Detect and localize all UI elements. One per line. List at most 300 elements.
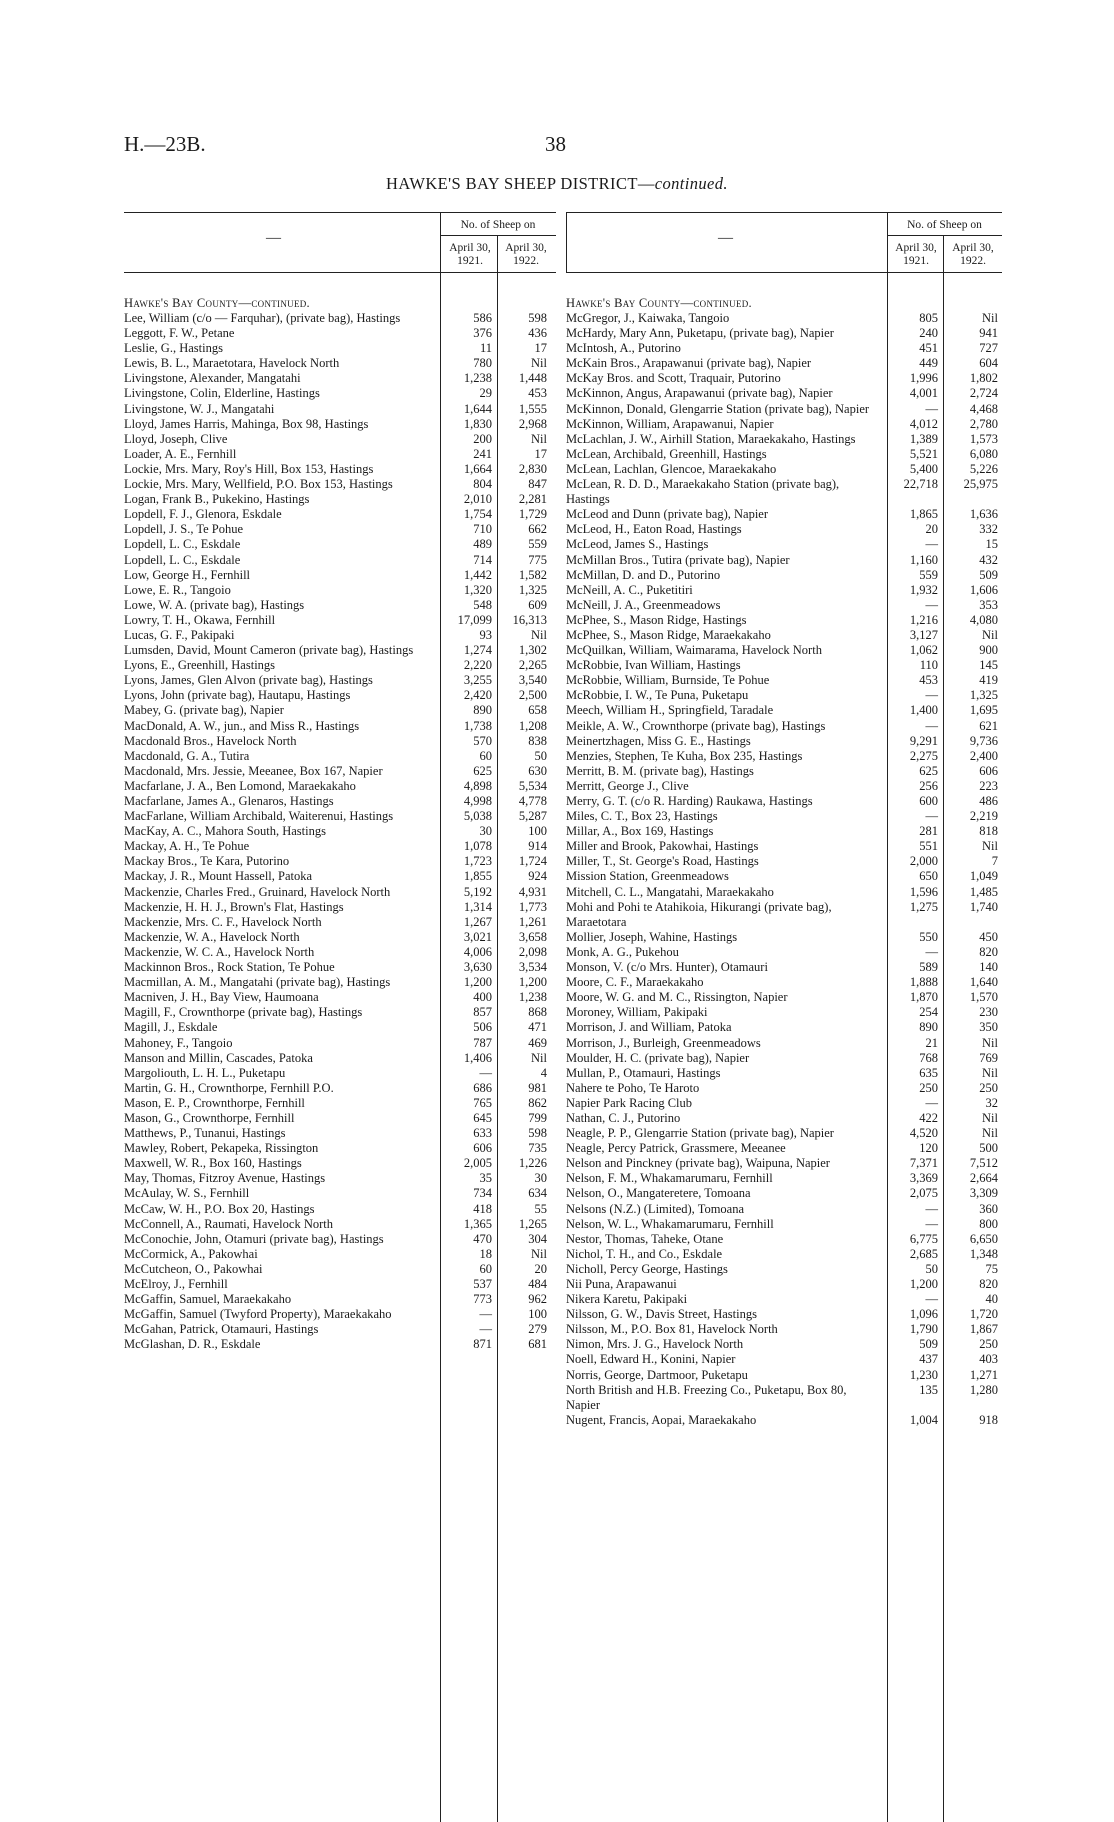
- holder-name: Lumsden, David, Mount Cameron (private bag), Hastings: [124, 643, 414, 658]
- sheep-1921: 2,420: [463, 688, 492, 703]
- holder-name: McLeod and Dunn (private bag), Napier: [566, 507, 769, 522]
- table-row: [124, 734, 556, 749]
- sheep-1922: 681: [528, 1337, 547, 1352]
- holder-name: Lopdell, F. J., Glenora, Eskdale: [124, 507, 282, 522]
- holder-name: McKain Bros., Arapawanui (private bag), Napier: [566, 356, 812, 371]
- holder-name: McGahan, Patrick, Otamauri, Hastings: [124, 1322, 319, 1337]
- sheep-1921: 451: [919, 341, 938, 356]
- sheep-1921: 2,685: [909, 1246, 938, 1261]
- sheep-1922: 769: [979, 1050, 998, 1065]
- sheep-1922: 900: [979, 643, 998, 658]
- sheep-1922: 1,261: [518, 914, 547, 929]
- table-row: [124, 869, 556, 884]
- holder-name: Moore, C. F., Maraekakaho: [566, 975, 704, 990]
- sheep-1921: 600: [919, 794, 938, 808]
- table-row: [566, 945, 1002, 960]
- sheep-1922: 1,302: [518, 643, 547, 658]
- sheep-1921: —: [925, 809, 938, 824]
- sheep-1921: 1,389: [909, 431, 938, 446]
- holder-name: Millar, A., Box 169, Hastings: [566, 824, 714, 839]
- table-row: [566, 1413, 1002, 1428]
- sheep-1921: 780: [473, 356, 492, 371]
- holder-name: Macfarlane, J. A., Ben Lomond, Maraekakaho: [124, 778, 356, 793]
- sheep-1921: 35: [479, 1171, 492, 1186]
- table-row: [566, 1111, 1002, 1126]
- holder-name: McRobbie, I. W., Te Puna, Puketapu: [566, 688, 749, 703]
- sheep-1922: 9,736: [969, 733, 998, 748]
- table-row: [124, 960, 556, 975]
- table-row: [566, 719, 1002, 734]
- table-row: [124, 568, 556, 583]
- table-row: [566, 341, 1002, 356]
- table-row: [566, 1292, 1002, 1307]
- sheep-1922: 1,729: [518, 507, 547, 522]
- holder-name: MacDonald, A. W., jun., and Miss R., Hastings: [124, 718, 360, 733]
- sheep-1921: 9,291: [909, 733, 938, 748]
- table-row: [566, 1337, 1002, 1352]
- sheep-1921: 3,630: [463, 960, 492, 975]
- holder-name: Lee, William (c/o — Farquhar), (private bag), Hastings: [124, 311, 401, 325]
- holder-name: Livingstone, Alexander, Mangatahi: [124, 371, 301, 386]
- table-row: [566, 1368, 1002, 1383]
- sheep-1922: 1,582: [518, 567, 547, 582]
- sheep-1922: 1,636: [969, 507, 998, 522]
- holder-name: Nichol, T. H., and Co., Eskdale: [566, 1246, 723, 1261]
- sheep-1922: 1,238: [518, 990, 547, 1005]
- holder-name: McLeod, James S., Hastings: [566, 537, 709, 552]
- sheep-1922: 604: [979, 356, 998, 371]
- table-row: [124, 492, 556, 507]
- table-row: [124, 522, 556, 537]
- sheep-1922: 918: [979, 1412, 998, 1427]
- right-col1-header: April 30, 1921.: [895, 242, 937, 267]
- holder-name: Lowe, W. A. (private bag), Hastings: [124, 597, 305, 612]
- sheep-1921: 765: [473, 1095, 492, 1110]
- sheep-1922: 500: [979, 1141, 998, 1156]
- holder-name: McCaw, W. H., P.O. Box 20, Hastings: [124, 1201, 315, 1216]
- table-row: [124, 673, 556, 688]
- holder-name: Magill, J., Eskdale: [124, 1020, 218, 1035]
- sheep-1922: 1,208: [518, 718, 547, 733]
- holder-name: Merritt, B. M. (private bag), Hastings: [566, 763, 754, 778]
- sheep-1921: 1,596: [909, 884, 938, 899]
- sheep-1921: 1,320: [463, 582, 492, 597]
- holder-name: Mackenzie, Charles Fred., Gruinard, Havelock North: [124, 884, 391, 899]
- table-row: [566, 1020, 1002, 1035]
- left-col2-header: April 30, 1922.: [505, 242, 547, 267]
- table-row: [566, 703, 1002, 718]
- sheep-1922: Nil: [531, 431, 547, 446]
- sheep-1922: 2,780: [969, 416, 998, 431]
- table-row: [124, 613, 556, 628]
- right-table-top-rule: [566, 212, 1002, 213]
- sheep-1921: 625: [473, 763, 492, 778]
- holder-name: Leggott, F. W., Petane: [124, 326, 235, 341]
- sheep-1922: 598: [528, 1126, 547, 1141]
- table-row: [124, 839, 556, 854]
- sheep-1922: 50: [534, 748, 547, 763]
- holder-name: Mackay, J. R., Mount Hassell, Patoka: [124, 869, 313, 884]
- holder-name: McQuilkan, William, Waimarama, Havelock North: [566, 643, 822, 658]
- sheep-1922: Nil: [982, 839, 998, 854]
- sheep-1921: —: [479, 1307, 492, 1322]
- holder-name: Nicholl, Percy George, Hastings: [566, 1261, 728, 1276]
- sheep-1922: 621: [979, 718, 998, 733]
- table-row: [566, 1307, 1002, 1322]
- holder-name: Macdonald, G. A., Tutira: [124, 748, 250, 763]
- holder-name: McKinnon, Donald, Glengarrie Station (private bag), Napier: [566, 401, 870, 416]
- sheep-1921: 1,830: [463, 416, 492, 431]
- table-row: [124, 598, 556, 613]
- holder-name: Martin, G. H., Crownthorpe, Fernhill P.O.: [124, 1080, 334, 1095]
- sheep-1922: Nil: [982, 311, 998, 325]
- sheep-1921: 686: [473, 1080, 492, 1095]
- holder-name: McGaffin, Samuel (Twyford Property), Maraekakaho: [124, 1307, 392, 1322]
- sheep-1922: 2,219: [969, 809, 998, 824]
- sheep-1922: 1,271: [969, 1367, 998, 1382]
- sheep-1921: 714: [473, 552, 492, 567]
- table-row: [124, 311, 556, 326]
- table-row: [124, 447, 556, 462]
- sheep-1921: 1,723: [463, 854, 492, 869]
- sheep-1922: 140: [979, 960, 998, 975]
- sheep-1921: 418: [473, 1201, 492, 1216]
- sheep-1922: 1,265: [518, 1216, 547, 1231]
- table-row: [124, 341, 556, 356]
- sheep-1922: 353: [979, 597, 998, 612]
- holder-name: McLean, Lachlan, Glencoe, Maraekakaho: [566, 461, 777, 476]
- left-name-column-header: —: [266, 230, 281, 246]
- holder-name: Macdonald Bros., Havelock North: [124, 733, 297, 748]
- sheep-1921: 1,996: [909, 371, 938, 386]
- sheep-1921: 29: [479, 386, 492, 401]
- left-column: [124, 296, 556, 1352]
- sheep-1922: 16,313: [512, 612, 547, 627]
- sheep-1922: Nil: [982, 627, 998, 642]
- sheep-1921: 6,775: [909, 1231, 938, 1246]
- table-row: [566, 462, 1002, 477]
- holder-name: Neagle, Percy Patrick, Grassmere, Meeanee: [566, 1141, 786, 1156]
- sheep-1922: 4: [540, 1065, 547, 1080]
- sheep-1921: 17,099: [457, 612, 492, 627]
- sheep-1922: 2,664: [969, 1171, 998, 1186]
- holder-name: McGregor, J., Kaiwaka, Tangoio: [566, 311, 730, 325]
- table-row: [566, 1051, 1002, 1066]
- sheep-1922: 40: [985, 1292, 998, 1307]
- sheep-1922: 634: [528, 1186, 547, 1201]
- table-row: [124, 1202, 556, 1217]
- sheep-1921: 1,160: [909, 552, 938, 567]
- sheep-1921: —: [925, 1216, 938, 1231]
- sheep-1922: 403: [979, 1352, 998, 1367]
- left-group-rule: [440, 235, 556, 236]
- holder-name: Nugent, Francis, Aopai, Maraekakaho: [566, 1412, 757, 1427]
- table-row: [566, 1383, 1002, 1413]
- table-row: [124, 402, 556, 417]
- sheep-1922: 838: [528, 733, 547, 748]
- sheep-1922: 4,468: [969, 401, 998, 416]
- sheep-1921: 548: [473, 597, 492, 612]
- table-row: [566, 386, 1002, 401]
- sheep-1921: 1,096: [909, 1307, 938, 1322]
- sheep-1921: 1,314: [463, 899, 492, 914]
- holder-name: Mabey, G. (private bag), Napier: [124, 703, 284, 718]
- sheep-1922: 775: [528, 552, 547, 567]
- sheep-1921: 4,006: [463, 944, 492, 959]
- table-row: [566, 764, 1002, 779]
- sheep-1922: 868: [528, 1005, 547, 1020]
- table-row: [124, 1051, 556, 1066]
- right-group-header: No. of Sheep on: [907, 219, 982, 231]
- sheep-1922: 735: [528, 1141, 547, 1156]
- holder-name: Lewis, B. L., Maraetotara, Havelock North: [124, 356, 340, 371]
- table-row: [566, 477, 1002, 507]
- holder-name: Livingstone, W. J., Mangatahi: [124, 401, 275, 416]
- table-row: [566, 930, 1002, 945]
- sheep-1922: 432: [979, 552, 998, 567]
- sheep-1922: 559: [528, 537, 547, 552]
- sheep-1921: 4,998: [463, 794, 492, 808]
- holder-name: McMillan Bros., Tutira (private bag), Napier: [566, 552, 790, 567]
- holder-name: McKay Bros. and Scott, Traquair, Putorino: [566, 371, 781, 386]
- holder-name: Nilsson, M., P.O. Box 81, Havelock North: [566, 1322, 778, 1337]
- sheep-1921: 4,520: [909, 1126, 938, 1141]
- holder-name: Merritt, George J., Clive: [566, 778, 689, 793]
- sheep-1922: 32: [985, 1095, 998, 1110]
- table-row: [124, 945, 556, 960]
- sheep-1921: 537: [473, 1277, 492, 1291]
- sheep-1921: 1,644: [463, 401, 492, 416]
- sheep-1922: 223: [979, 778, 998, 793]
- holder-name: Nii Puna, Arapawanui: [566, 1277, 677, 1291]
- holder-name: McLean, Archibald, Greenhill, Hastings: [566, 446, 767, 461]
- table-row: [124, 1020, 556, 1035]
- sheep-1922: 5,287: [518, 809, 547, 824]
- table-row: [566, 1156, 1002, 1171]
- holder-name: Magill, F., Crownthorpe (private bag), Hastings: [124, 1005, 363, 1020]
- sheep-1922: 2,968: [518, 416, 547, 431]
- holder-name: Miles, C. T., Box 23, Hastings: [566, 809, 718, 824]
- sheep-1922: 509: [979, 567, 998, 582]
- sheep-1922: 981: [528, 1080, 547, 1095]
- table-row: [566, 1186, 1002, 1201]
- sheep-1921: —: [925, 537, 938, 552]
- holder-name: McCutcheon, O., Pakowhai: [124, 1261, 263, 1276]
- table-row: [124, 719, 556, 734]
- holder-name: Livingstone, Colin, Elderline, Hastings: [124, 386, 320, 401]
- sheep-1922: 5,226: [969, 461, 998, 476]
- sheep-1922: 799: [528, 1110, 547, 1125]
- sheep-1922: Nil: [982, 1035, 998, 1050]
- table-row: [566, 1005, 1002, 1020]
- holder-name: Nelson, W. L., Whakamarumaru, Fernhill: [566, 1216, 774, 1231]
- sheep-1922: 250: [979, 1337, 998, 1352]
- sheep-1921: 22,718: [903, 477, 938, 492]
- sheep-1921: 1,275: [909, 899, 938, 914]
- holder-name: Mawley, Robert, Pekapeka, Rissington: [124, 1141, 319, 1156]
- sheep-1921: 773: [473, 1292, 492, 1307]
- table-row: [124, 1156, 556, 1171]
- sheep-1921: 470: [473, 1231, 492, 1246]
- holder-name: Lockie, Mrs. Mary, Roy's Hill, Box 153, Hastings: [124, 461, 374, 476]
- table-row: [124, 386, 556, 401]
- table-row: [566, 1277, 1002, 1292]
- sheep-1922: 2,500: [518, 688, 547, 703]
- sheep-1922: 304: [528, 1231, 547, 1246]
- sheep-1922: 453: [528, 386, 547, 401]
- sheep-1922: 1,348: [969, 1246, 998, 1261]
- sheep-1921: 449: [919, 356, 938, 371]
- title-main: HAWKE'S BAY SHEEP DISTRICT—: [386, 174, 655, 193]
- sheep-1921: 281: [919, 824, 938, 839]
- table-row: [566, 854, 1002, 869]
- sheep-1921: 3,369: [909, 1171, 938, 1186]
- sheep-1921: 30: [479, 824, 492, 839]
- sheep-1922: 6,650: [969, 1231, 998, 1246]
- sheep-1922: 941: [979, 326, 998, 341]
- table-row: [566, 1202, 1002, 1217]
- table-row: [566, 522, 1002, 537]
- table-row: [566, 1126, 1002, 1141]
- sheep-1922: 55: [534, 1201, 547, 1216]
- sheep-1921: 509: [919, 1337, 938, 1352]
- sheep-1922: 15: [985, 537, 998, 552]
- right-divider-0: [566, 212, 567, 273]
- table-row: [124, 794, 556, 809]
- sheep-1921: 650: [919, 869, 938, 884]
- sheep-1922: 800: [979, 1216, 998, 1231]
- sheep-1921: 5,038: [463, 809, 492, 824]
- sheep-1922: 1,740: [969, 899, 998, 914]
- sheep-1922: 100: [528, 1307, 547, 1322]
- holder-name: Lopdell, L. C., Eskdale: [124, 552, 241, 567]
- holder-name: Nikera Karetu, Pakipaki: [566, 1292, 688, 1307]
- holder-name: Mackenzie, W. A., Havelock North: [124, 929, 300, 944]
- table-row: [124, 779, 556, 794]
- table-row: [124, 1337, 556, 1352]
- sheep-1921: 551: [919, 839, 938, 854]
- holder-name: Menzies, Stephen, Te Kuha, Box 235, Hastings: [566, 748, 803, 763]
- sheep-1922: 1,325: [969, 688, 998, 703]
- table-row: [124, 477, 556, 492]
- holder-name: Mohi and Pohi te Atahikoia, Hikurangi (private bag), Maraetotara: [566, 899, 832, 929]
- holder-name: Lockie, Mrs. Mary, Wellfield, P.O. Box 153, Hastings: [124, 477, 393, 492]
- sheep-1921: 1,274: [463, 643, 492, 658]
- holder-name: Mackay, A. H., Te Pohue: [124, 839, 250, 854]
- sheep-1921: 1,664: [463, 461, 492, 476]
- sheep-1922: 609: [528, 597, 547, 612]
- sheep-1922: 7,512: [969, 1156, 998, 1171]
- sheep-1922: 20: [534, 1261, 547, 1276]
- table-row: [566, 371, 1002, 386]
- sheep-1922: 350: [979, 1020, 998, 1035]
- sheep-1921: 4,001: [909, 386, 938, 401]
- sheep-1922: 332: [979, 522, 998, 537]
- holder-name: Nahere te Poho, Te Haroto: [566, 1080, 700, 1095]
- sheep-1922: 469: [528, 1035, 547, 1050]
- table-row: [566, 537, 1002, 552]
- holder-name: May, Thomas, Fitzroy Avenue, Hastings: [124, 1171, 326, 1186]
- table-row: [566, 643, 1002, 658]
- holder-name: Noell, Edward H., Konini, Napier: [566, 1352, 736, 1367]
- table-row: [124, 975, 556, 990]
- table-row: [124, 1066, 556, 1081]
- holder-name: Lopdell, L. C., Eskdale: [124, 537, 241, 552]
- sheep-1921: 804: [473, 477, 492, 492]
- holder-name: Monson, V. (c/o Mrs. Hunter), Otamauri: [566, 960, 768, 975]
- holder-name: Merry, G. T. (c/o R. Harding) Raukawa, Hastings: [566, 794, 813, 808]
- table-row: [566, 688, 1002, 703]
- holder-name: Meinertzhagen, Miss G. E., Hastings: [566, 733, 751, 748]
- table-row: [566, 583, 1002, 598]
- sheep-1921: 60: [479, 1261, 492, 1276]
- sheep-1921: 1,200: [909, 1277, 938, 1291]
- holder-name: McConochie, John, Otamuri (private bag), Hastings: [124, 1231, 384, 1246]
- sheep-1921: —: [925, 1292, 938, 1307]
- sheep-1921: 3,255: [463, 673, 492, 688]
- sheep-1921: 254: [919, 1005, 938, 1020]
- sheep-1921: 50: [925, 1261, 938, 1276]
- holder-name: Mackenzie, W. C. A., Havelock North: [124, 944, 315, 959]
- table-row: [124, 1322, 556, 1337]
- sheep-1921: 93: [479, 627, 492, 642]
- sheep-1922: 1,773: [518, 899, 547, 914]
- sheep-1921: 241: [473, 446, 492, 461]
- holder-name: McCormick, A., Pakowhai: [124, 1246, 258, 1261]
- table-row: [566, 1232, 1002, 1247]
- table-row: [124, 1262, 556, 1277]
- sheep-1921: 1,400: [909, 703, 938, 718]
- sheep-1922: 1,200: [518, 975, 547, 990]
- sheep-1922: 1,724: [518, 854, 547, 869]
- sheep-1922: 862: [528, 1095, 547, 1110]
- table-row: [566, 990, 1002, 1005]
- holder-name: Mackinnon Bros., Rock Station, Te Pohue: [124, 960, 335, 975]
- sheep-1921: 200: [473, 431, 492, 446]
- sheep-1921: 645: [473, 1110, 492, 1125]
- sheep-1921: 4,898: [463, 778, 492, 793]
- table-row: [566, 1217, 1002, 1232]
- sheep-1922: 4,778: [518, 794, 547, 808]
- sheep-1922: 75: [985, 1261, 998, 1276]
- table-row: [566, 417, 1002, 432]
- right-group-rule: [887, 235, 1002, 236]
- holder-name: McLean, R. D. D., Maraekakaho Station (private bag), Hastings: [566, 477, 840, 507]
- table-row: [566, 1247, 1002, 1262]
- table-row: [566, 1096, 1002, 1111]
- sheep-1921: 1,738: [463, 718, 492, 733]
- sheep-1922: 1,555: [518, 401, 547, 416]
- sheep-1922: 1,720: [969, 1307, 998, 1322]
- table-row: [566, 1352, 1002, 1367]
- holder-name: Meech, William H., Springfield, Taradale: [566, 703, 774, 718]
- sheep-1922: 847: [528, 477, 547, 492]
- holder-name: North British and H.B. Freezing Co., Puketapu, Box 80, Napier: [566, 1382, 847, 1412]
- left-table-top-rule: [124, 212, 556, 213]
- table-row: [566, 1171, 1002, 1186]
- table-row: [124, 1141, 556, 1156]
- holder-name: Maxwell, W. R., Box 160, Hastings: [124, 1156, 302, 1171]
- sheep-1921: 1,238: [463, 371, 492, 386]
- holder-name: McLeod, H., Eaton Road, Hastings: [566, 522, 742, 537]
- sheep-1922: 2,281: [518, 492, 547, 507]
- sheep-1922: 606: [979, 763, 998, 778]
- table-row: [124, 417, 556, 432]
- sheep-1921: 7,371: [909, 1156, 938, 1171]
- sheep-1921: —: [925, 688, 938, 703]
- sheep-1921: —: [479, 1065, 492, 1080]
- table-row: [124, 1247, 556, 1262]
